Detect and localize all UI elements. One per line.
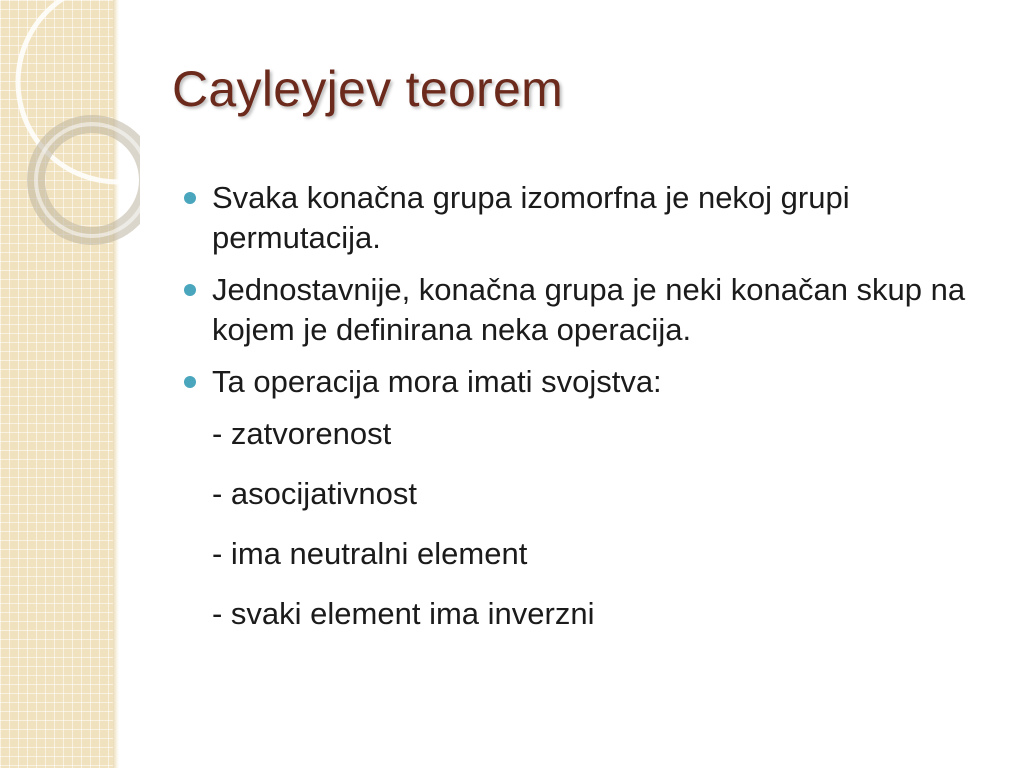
bullet-text: Jednostavnije, konačna grupa je neki konačan skup na kojem je definirana neka operacija. <box>212 272 966 347</box>
property-item: - ima neutralni element <box>212 536 528 571</box>
property-list <box>182 414 992 654</box>
property-item: - zatvorenost <box>212 416 392 451</box>
bullet-text: Ta operacija mora imati svojstva: <box>212 364 662 399</box>
slide-title: Cayleyjev teorem <box>172 61 564 117</box>
bullet-list <box>182 178 992 402</box>
ring-decoration-icon <box>0 0 140 260</box>
bullet-dot-icon <box>184 192 196 204</box>
property-item: - svaki element ima inverzni <box>212 596 595 631</box>
bullet-dot-icon <box>184 376 196 388</box>
property-item: - asocijativnost <box>212 476 418 511</box>
bullet-item <box>182 178 992 258</box>
bullet-dot-icon <box>184 284 196 296</box>
bullet-item <box>182 362 992 402</box>
slide-content <box>182 178 992 654</box>
bullet-text: Svaka konačna grupa izomorfna je nekoj grupi permutacija. <box>212 180 850 255</box>
bullet-item <box>182 270 992 350</box>
